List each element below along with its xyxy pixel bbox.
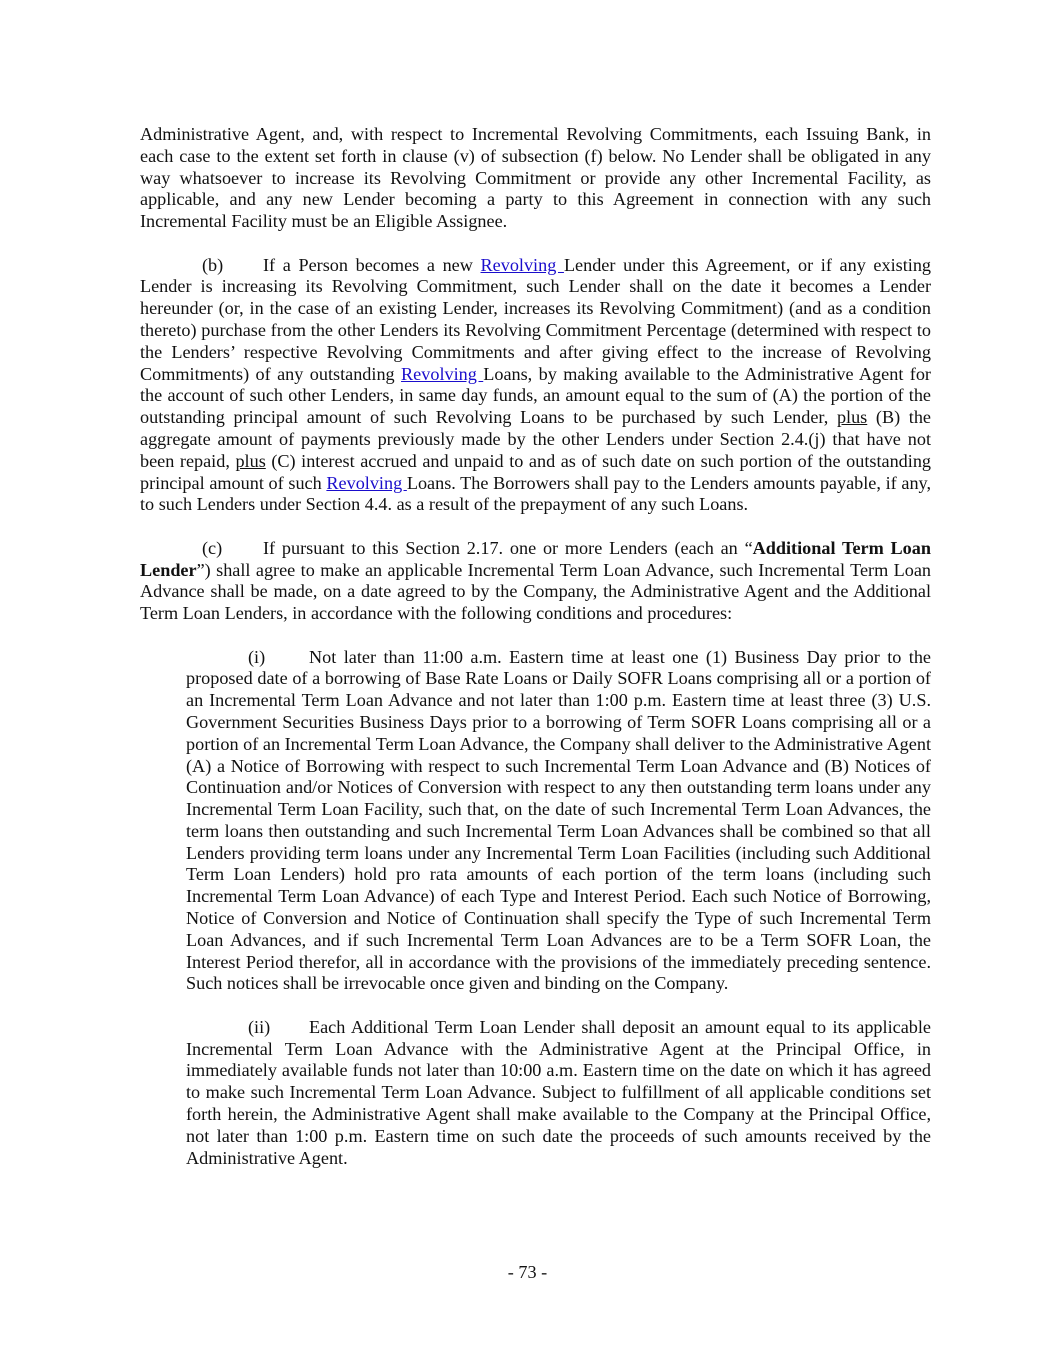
clause-label: (c)	[202, 537, 223, 558]
revolving-link[interactable]: Revolving	[480, 254, 564, 275]
plus-underlined: plus	[836, 407, 868, 428]
paragraph-continuation: Administrative Agent, and, with respect to Incremental Revolving Commitments, each Issuing Bank, in each case to the extent set forth in clause (v) of subsection (f) below. No Lender shall be obligated in any way whatsoever to increase its Revolving Commitment or provide any other Incremental Facility, as applicable, and any new Lender becoming a party to this Agreement in connection with any such Incremental Facility must be an Eligible Assignee.	[140, 124, 931, 232]
clause-label: (ii)	[248, 1016, 271, 1037]
paragraph-c	[140, 538, 931, 625]
page-number: - 73 -	[507, 1262, 548, 1282]
text: Not later than 11:00 a.m. Eastern time at least one (1) Business Day prior to the proposed date of a borrowing of Base Rate Loans or Daily SOFR Loans comprising all or a portion of an Incremental Term Loan Advance and not later than 1:00 p.m. Eastern time at least three (3) U.S. Government Securities Business Days prior to a borrowing of Term SOFR Loans comprising all or a portion of an Incremental Term Loan Advance, the Company shall deliver to the Administrative Agent (A) a Notice of Borrowing with respect to such Incremental Term Loan Advance and (B) Notices of Continuation and/or Notices of Conversion with respect to any then outstanding term loans under any Incremental Term Loan Facility, such that, on the date of such Incremental Term Loan Advances, the term loans then outstanding and such Incremental Term Loan Advances shall be combined so that all Lenders providing term loans under any Incremental Term Loan Facilities (including such Additional Term Loan Lenders) hold pro rata amounts of each portion of the term loans (including such Incremental Term Loan Advance) of each Type and Interest Period. Each such Notice of Borrowing, Notice of Conversion and Notice of Continuation shall specify the Type of such Incremental Term Loan Advances, and if such Incremental Term Loan Advances are to be a Term SOFR Loan, the Interest Period therefor, all in accordance with the provisions of the immediately preceding sentence. Such notices shall be irrevocable once given and binding on the Company.	[186, 646, 931, 994]
subparagraph-i	[186, 647, 931, 996]
defined-term: Additional Term Loan Lender	[140, 537, 931, 580]
text: (B) the aggregate amount of payments previously made by the other Lenders under Section 2.4.(j) that have not been repaid,	[140, 407, 931, 471]
text: If pursuant to this Section 2.17. one or more Lenders (each an “	[263, 537, 753, 558]
text: If a Person becomes a new	[263, 254, 481, 275]
text: Lender under this Agreement, or if any existing Lender is increasing its Revolving Commitment, such Lender shall on the date it becomes a Lender hereunder (or, in the case of an existing Lender, increases its Revolving Commitment) (and as a condition thereto) purchase from the other Lenders its Revolving Commitment Percentage (determined with respect to the Lenders’ respective Revolving Commitments and after giving effect to the increase of Revolving Commitments) of any outstanding	[140, 254, 932, 384]
paragraph-b	[140, 255, 931, 517]
plus-underlined: plus	[235, 450, 266, 471]
text: Each Additional Term Loan Lender shall deposit an amount equal to its applicable Incremental Term Loan Advance with the Administrative Agent at the Principal Office, in immediately available funds not later than 10:00 a.m. Eastern time on the date on which it has agreed to make such Incremental Term Loan Advance. Subject to fulfillment of all applicable conditions set forth herein, the Administrative Agent shall make available to the Company at the Principal Office, not later than 1:00 p.m. Eastern time on such date the proceeds of such amounts received by the Administrative Agent.	[186, 1016, 931, 1168]
revolving-link[interactable]: Revolving	[326, 472, 407, 493]
text: Loans, by making available to the Administrative Agent for the account of such other Lenders, in same day funds, an amount equal to the sum of (A) the portion of the outstanding principal amount of such Revolving Loans to be purchased by such Lender,	[140, 363, 931, 428]
text: Loans. The Borrowers shall pay to the Lenders amounts payable, if any, to such Lenders under Section 4.4. as a result of the prepayment of any such Loans.	[140, 472, 931, 515]
document-page	[140, 124, 931, 1191]
clause-label: (i)	[248, 646, 266, 667]
revolving-link[interactable]: Revolving	[401, 363, 484, 384]
text: (C) interest accrued and unpaid to and as of such date on such portion of the outstanding principal amount of such	[140, 450, 932, 493]
text: ”) shall agree to make an applicable Incremental Term Loan Advance, such Incremental Term Loan Advance shall be made, on a date agreed to by the Company, the Administrative Agent and the Additional Term Loan Lenders, in accordance with the following conditions and procedures:	[140, 559, 931, 624]
clause-label: (b)	[202, 254, 224, 275]
subparagraph-ii	[186, 1017, 931, 1170]
